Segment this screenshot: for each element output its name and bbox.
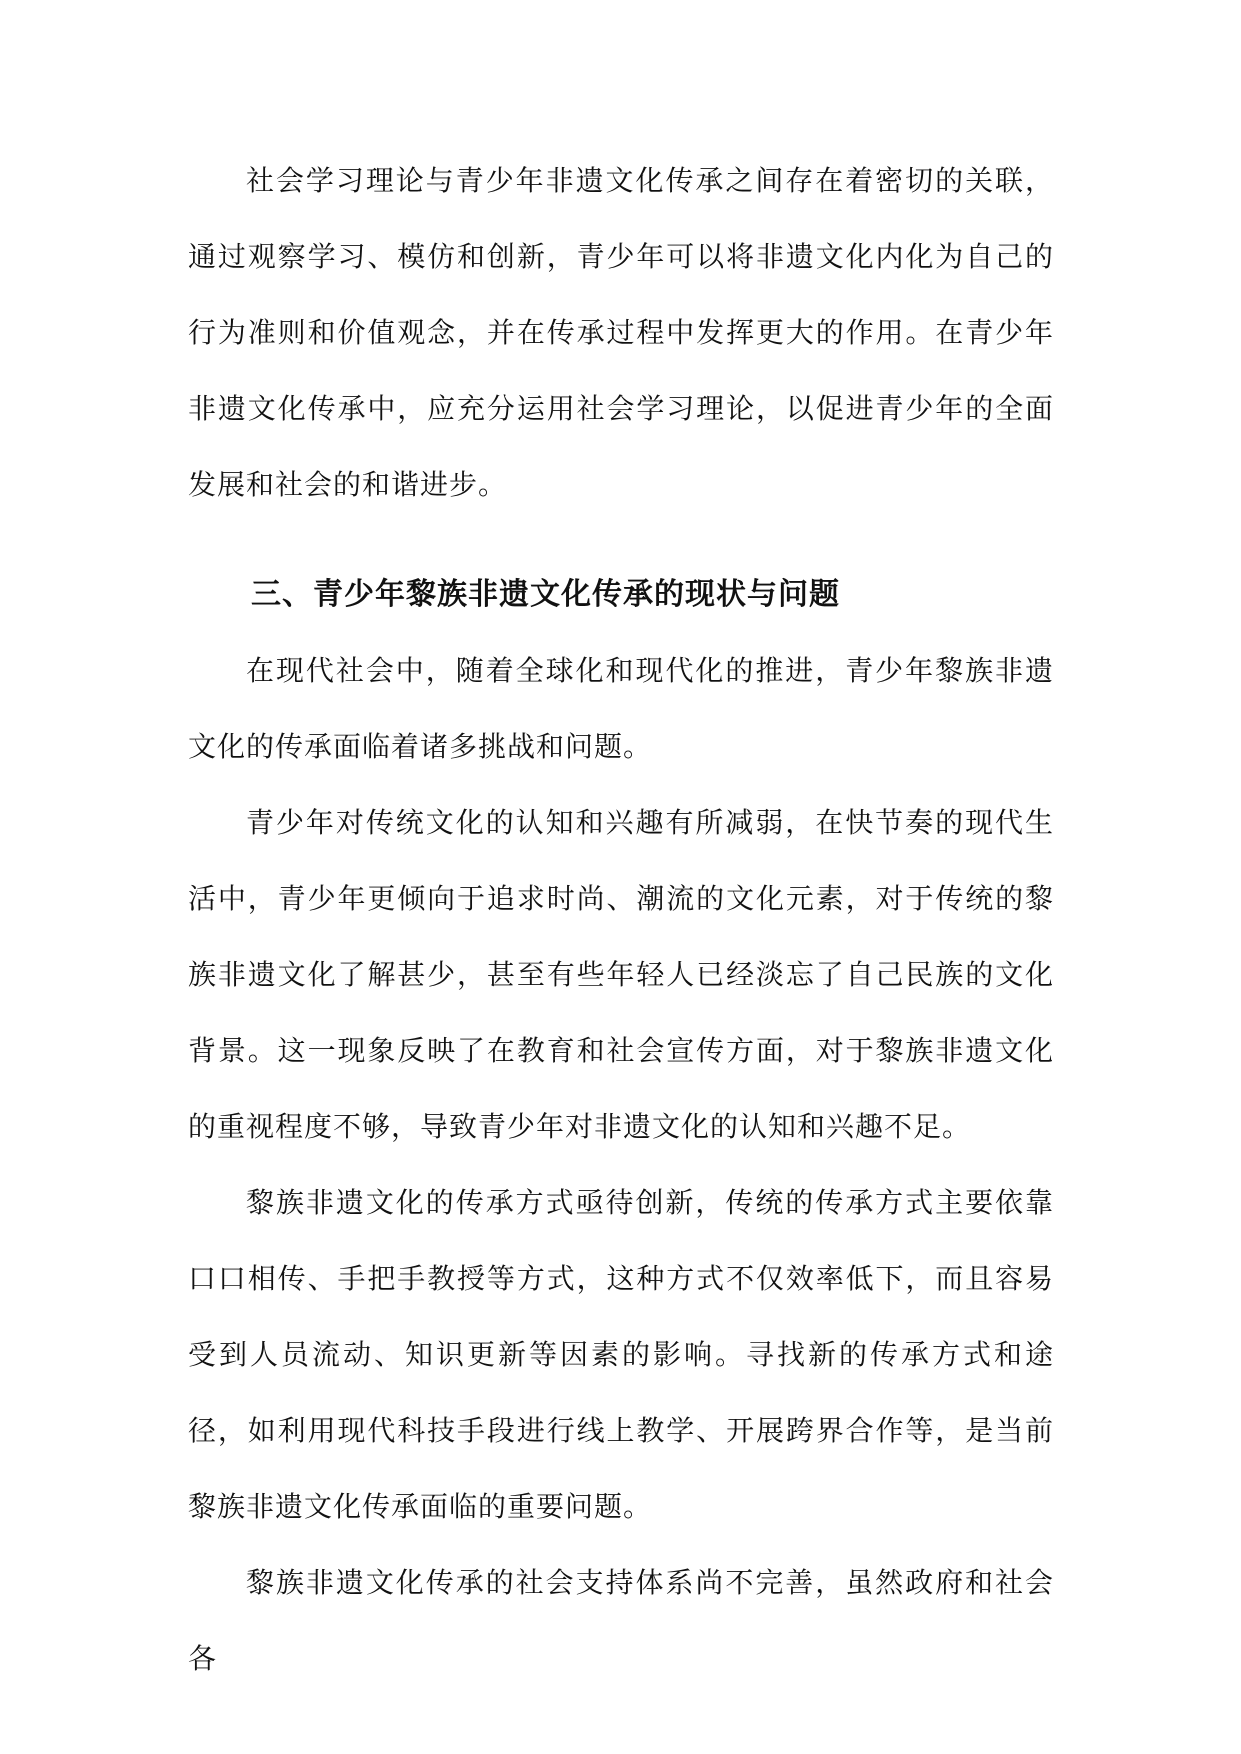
- document-body: [188, 143, 1054, 1697]
- paragraph-social-support: 黎族非遗文化传承的社会支持体系尚不完善，虽然政府和社会各: [188, 1566, 1054, 1675]
- section-heading: 三、青少年黎族非遗文化传承的现状与问题: [251, 577, 840, 612]
- paragraph-transmission-methods: 黎族非遗文化的传承方式亟待创新，传统的传承方式主要依靠口口相传、手把手教授等方式，这种方式不仅效率低下，而且容易受到人员流动、知识更新等因素的影响。寻找新的传承方式和途径，如利用现代科技手段进行线上教学、开展跨界合作等，是当前黎族非遗文化传承面临的重要问题。: [188, 1186, 1054, 1523]
- paragraph-intro: 在现代社会中，随着全球化和现代化的推进，青少年黎族非遗文化的传承面临着诸多挑战和问题。: [188, 654, 1054, 763]
- paragraph-social-learning-conclusion: 社会学习理论与青少年非遗文化传承之间存在着密切的关联，通过观察学习、模仿和创新，青少年可以将非遗文化内化为自己的行为准则和价值观念，并在传承过程中发挥更大的作用。在青少年非遗文化传承中，应充分运用社会学习理论，以促进青少年的全面发展和社会的和谐进步。: [188, 164, 1054, 501]
- paragraph-cognition-interest: 青少年对传统文化的认知和兴趣有所减弱，在快节奏的现代生活中，青少年更倾向于追求时尚、潮流的文化元素，对于传统的黎族非遗文化了解甚少，甚至有些年轻人已经淡忘了自己民族的文化背景。这一现象反映了在教育和社会宣传方面，对于黎族非遗文化的重视程度不够，导致青少年对非遗文化的认知和兴趣不足。: [188, 806, 1054, 1143]
